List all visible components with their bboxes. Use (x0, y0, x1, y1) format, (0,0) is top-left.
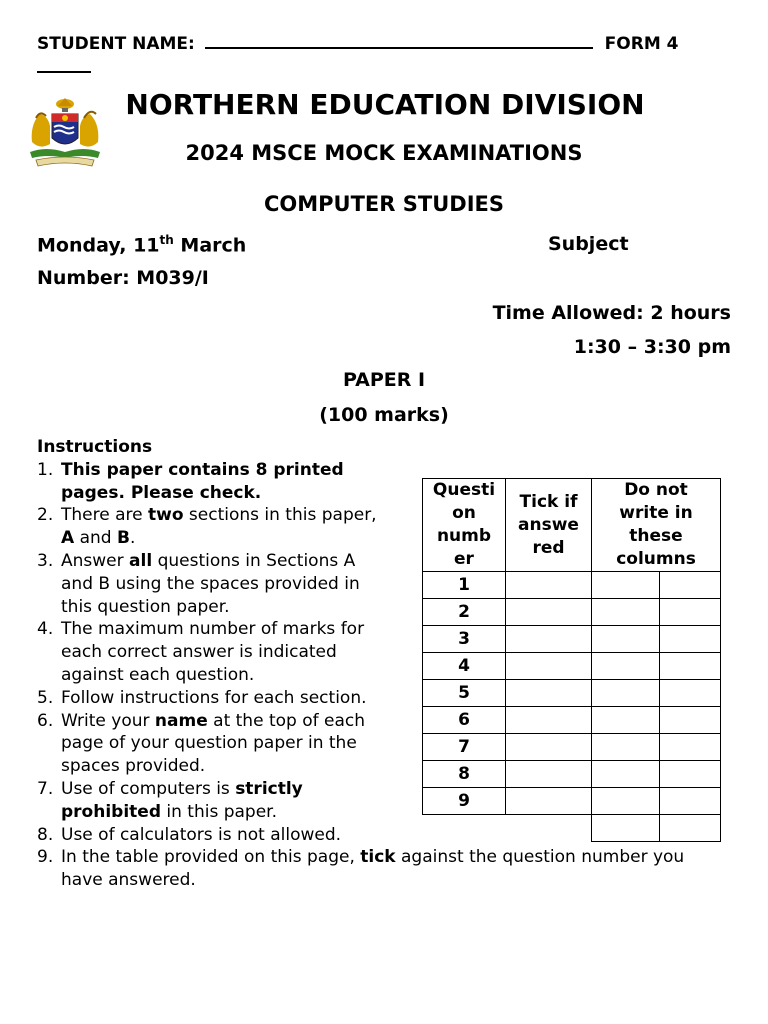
table-row (423, 599, 721, 626)
col-do-not-write-header: Do not write in these columns (592, 479, 721, 572)
tick-cell[interactable] (506, 734, 592, 761)
instruction-text: Use of calculators is not allowed. (61, 824, 342, 845)
instruction-text: This paper contains 8 printed (61, 459, 344, 480)
instruction-number: 6. (37, 710, 54, 731)
examiner-cell (592, 707, 660, 734)
instruction-text: pages. Please check. (61, 482, 262, 503)
instruction-text: tick (360, 847, 396, 868)
instruction-text: page of your question paper in the (61, 733, 357, 754)
time-range: 1:30 – 3:30 pm (573, 336, 731, 358)
exam-title: 2024 MSCE MOCK EXAMINATIONS (185, 141, 583, 165)
examiner-cell (660, 680, 721, 707)
instruction-text: two (148, 505, 184, 526)
instruction-text: and B using the spaces provided in (61, 573, 360, 594)
instruction-text: each correct answer is indicated (61, 642, 337, 663)
division-title: NORTHERN EDUCATION DIVISION (125, 88, 645, 121)
instruction-text: at the top of each (207, 710, 365, 731)
exam-date (37, 233, 246, 256)
instruction-number: 3. (37, 550, 54, 571)
date-prefix: Monday, 11 (37, 234, 160, 257)
instruction-text: sections in this paper, (183, 505, 377, 526)
instruction-text: Write your (61, 710, 155, 731)
instruction-text: In the table provided on this page, (61, 847, 361, 868)
question-number-cell: 3 (423, 626, 506, 653)
table-row (423, 572, 721, 599)
col-tick-header: Tick if answe red (506, 479, 592, 572)
examiner-cell (592, 734, 660, 761)
instruction-text: spaces provided. (61, 756, 206, 777)
instruction-number: 8. (37, 824, 54, 845)
examiner-cell (592, 653, 660, 680)
date-suffix-sup: th (159, 233, 174, 247)
marks-label: (100 marks) (319, 404, 449, 426)
instruction-number: 1. (37, 459, 54, 480)
total-row (423, 815, 721, 842)
instruction-number: 2. (37, 505, 54, 526)
table-row (423, 680, 721, 707)
instruction-text: this question paper. (61, 596, 230, 617)
time-allowed: Time Allowed: 2 hours (492, 302, 731, 324)
instruction-text: against the question number you (395, 847, 685, 868)
tick-cell[interactable] (506, 680, 592, 707)
instruction-text: Follow instructions for each section. (61, 687, 367, 708)
instruction-number: 5. (37, 687, 54, 708)
instruction-number: 7. (37, 778, 54, 799)
tick-cell[interactable] (506, 788, 592, 815)
examiner-cell (592, 788, 660, 815)
subject-word: Subject (548, 233, 629, 255)
question-number-cell: 4 (423, 653, 506, 680)
instruction-text: against each question. (61, 664, 255, 685)
examiner-cell (660, 761, 721, 788)
question-number-cell: 5 (423, 680, 506, 707)
examiner-cell (592, 599, 660, 626)
instruction-text: . (129, 528, 136, 549)
form-label: FORM 4 (604, 34, 679, 54)
blank-cell (506, 815, 592, 842)
form-field[interactable] (37, 71, 91, 73)
instruction-text: B (116, 528, 130, 549)
instruction-item (37, 846, 684, 892)
instruction-text: have answered. (61, 870, 196, 891)
instruction-text: strictly (235, 778, 303, 799)
table-row (423, 734, 721, 761)
table-row (423, 626, 721, 653)
tick-cell[interactable] (506, 572, 592, 599)
instruction-text: questions in Sections A (152, 550, 356, 571)
student-name-label: STUDENT NAME: (37, 34, 195, 54)
examiner-cell (660, 734, 721, 761)
instruction-text: Answer (61, 550, 130, 571)
instruction-number: 9. (37, 847, 54, 868)
tick-cell[interactable] (506, 653, 592, 680)
examiner-cell (660, 572, 721, 599)
instruction-text: in this paper. (160, 801, 278, 822)
date-month: March (173, 234, 247, 257)
instruction-text: prohibited (61, 801, 161, 822)
examiner-cell (592, 626, 660, 653)
instruction-text: all (129, 550, 153, 571)
instruction-text: name (154, 710, 208, 731)
examiner-total-cell (660, 815, 721, 842)
question-number-cell: 6 (423, 707, 506, 734)
tick-cell[interactable] (506, 599, 592, 626)
examiner-cell (660, 653, 721, 680)
instruction-text: A (61, 528, 75, 549)
table-row (423, 653, 721, 680)
question-number-cell: 9 (423, 788, 506, 815)
table-row (423, 788, 721, 815)
question-number-cell: 1 (423, 572, 506, 599)
question-number-cell: 2 (423, 599, 506, 626)
instruction-text: and (74, 528, 117, 549)
tick-cell[interactable] (506, 626, 592, 653)
table-row (423, 761, 721, 788)
instruction-text: There are (61, 505, 148, 526)
blank-cell (423, 815, 506, 842)
tick-cell[interactable] (506, 707, 592, 734)
student-name-field[interactable] (205, 47, 593, 49)
examiner-cell (660, 626, 721, 653)
question-table (422, 478, 721, 842)
instructions-heading: Instructions (37, 437, 153, 457)
paper-label: PAPER I (342, 369, 426, 391)
examiner-total-cell (592, 815, 660, 842)
examiner-cell (592, 761, 660, 788)
col-question-number-header: Questi on numb er (423, 479, 506, 572)
question-number-cell: 7 (423, 734, 506, 761)
question-number-cell: 8 (423, 761, 506, 788)
table-row (423, 707, 721, 734)
tick-cell[interactable] (506, 761, 592, 788)
examiner-cell (660, 788, 721, 815)
student-name-row (37, 34, 679, 54)
instruction-text: The maximum number of marks for (61, 619, 365, 640)
instruction-number: 4. (37, 619, 54, 640)
examiner-cell (592, 680, 660, 707)
instruction-text: Use of computers is (61, 778, 236, 799)
subject-title: COMPUTER STUDIES (264, 192, 504, 216)
examiner-cell (660, 599, 721, 626)
examiner-cell (592, 572, 660, 599)
subject-number: Number: M039/I (37, 267, 209, 289)
examiner-cell (660, 707, 721, 734)
